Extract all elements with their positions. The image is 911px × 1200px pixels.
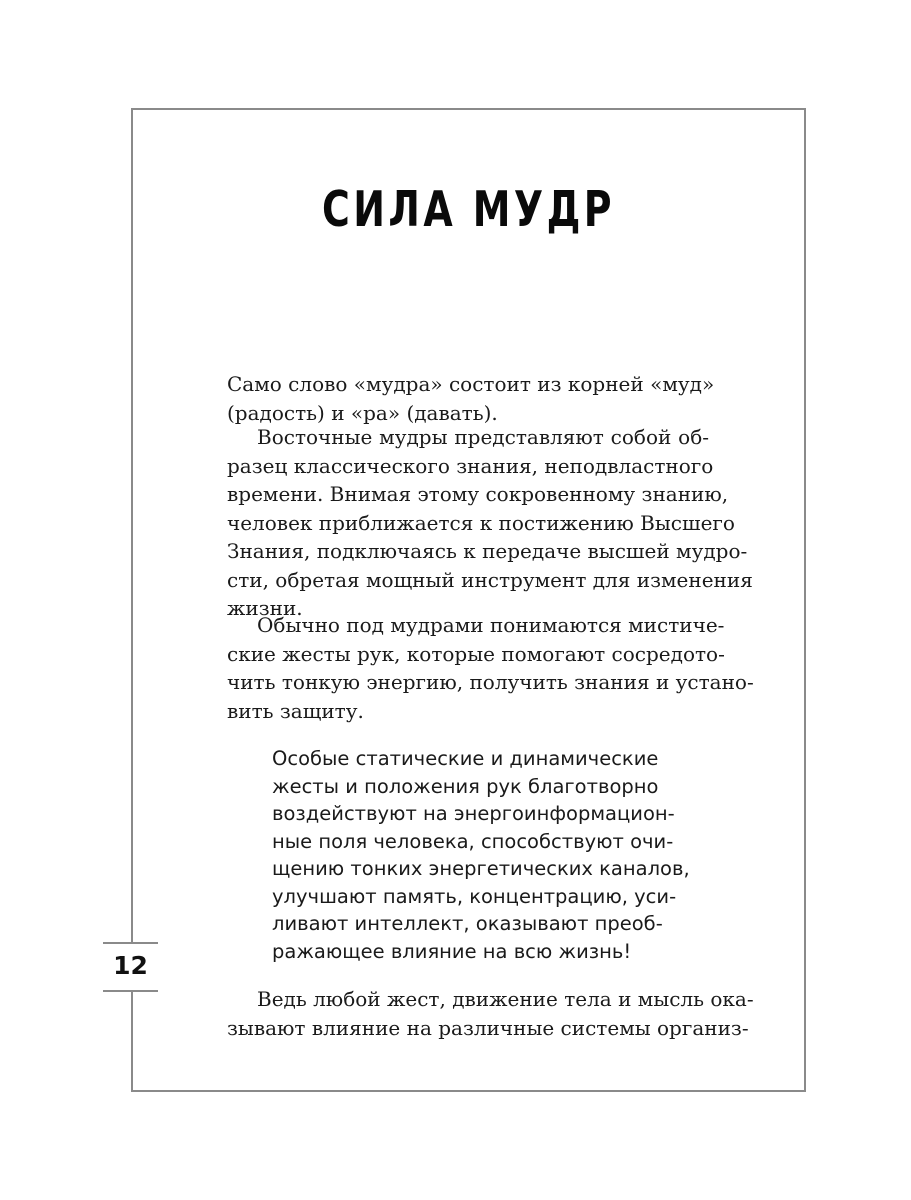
text-line: сти, обретая мощный инструмент для изменения: [227, 567, 753, 592]
folio-rule-top: [103, 942, 158, 944]
text-line: вить защиту.: [227, 698, 364, 723]
highlight-line: Особые статические и динамические: [272, 747, 659, 770]
text-line: человек приближается к постижению Высшего: [227, 510, 735, 535]
text-line: ские жесты рук, которые помогают сосредото-: [227, 641, 725, 666]
text-line: жизни.: [227, 596, 303, 620]
text-line: Знания, подключаясь к передаче высшей мудро-: [227, 539, 748, 563]
text-line: Само слово «мудра» состоит из корней «муд»: [227, 372, 715, 396]
text-line: Ведь любой жест, движение тела и мысль ока-: [257, 987, 754, 1011]
highlight-block: [272, 745, 690, 965]
highlight-line: воздействуют на энергоинформацион-: [272, 802, 675, 825]
highlight-line: улучшают память, концентрацию, уси-: [272, 884, 677, 908]
text-line: (радость) и «ра» (давать).: [227, 400, 498, 425]
text-line: зывают влияние на различные системы организ-: [227, 1015, 749, 1040]
paragraph-3: [227, 611, 754, 725]
text-line: Восточные мудры представляют собой об-: [257, 425, 709, 449]
paragraph-1: [227, 370, 715, 427]
folio-rule-bottom: [103, 990, 158, 992]
highlight-line: ливают интеллект, оказывают преоб-: [272, 912, 663, 935]
paragraph-2: [227, 423, 753, 623]
paragraph-5: [227, 985, 754, 1042]
highlight-line: ражающее влияние на всю жизнь!: [272, 939, 632, 963]
page-title: СИЛА МУДР: [321, 181, 616, 238]
highlight-line: ные поля человека, способствуют очи-: [272, 829, 674, 853]
text-line: времени. Внимая этому сокровенному знанию,: [227, 482, 729, 506]
highlight-line: щению тонких энергетических каналов,: [272, 857, 690, 880]
highlight-line: жесты и положения рук благотворно: [272, 774, 659, 798]
text-line: Обычно под мудрами понимаются мистиче-: [257, 613, 725, 637]
text-line: разец классического знания, неподвластного: [227, 453, 714, 478]
text-line: чить тонкую энергию, получить знания и устано-: [227, 670, 754, 694]
page-number: 12: [113, 951, 148, 980]
